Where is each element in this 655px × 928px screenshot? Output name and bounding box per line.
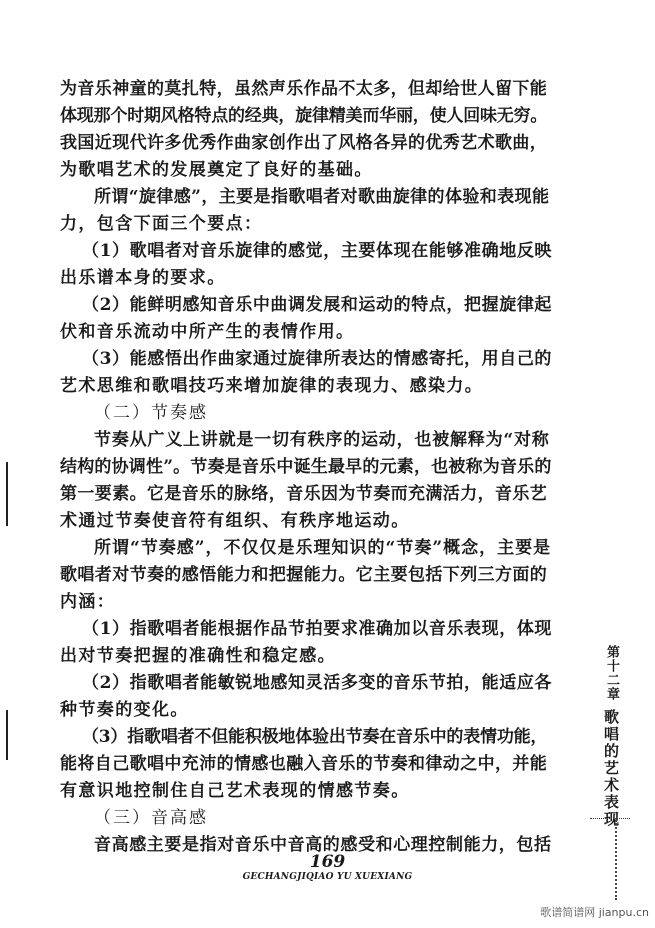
body-line: 体现那个时期风格特点的经典，旋律精美而华丽，使人回味无穷。 (60, 106, 548, 126)
body-line: 出乐谱本身的要求。 (60, 268, 226, 288)
chapter-number: 第十二章 (604, 645, 619, 701)
body-line: 艺术思维和歌唱技巧来增加旋律的表现力、感染力。 (60, 376, 484, 396)
scan-edge-mark-lower (6, 710, 8, 760)
body-line: 力，包含下面三个要点： (60, 214, 263, 234)
body-line: 出对节奏把握的准确性和稳定感。 (60, 646, 336, 666)
body-line: 术通过节奏使音符有组织、有秩序地运动。 (60, 511, 410, 531)
body-line: 节奏从广义上讲就是一切有秩序的运动，也被解释为“对称 (94, 430, 550, 450)
section-heading: （二）节奏感 (94, 403, 208, 423)
body-line: （1）指歌唱者能根据作品节拍要求准确加以音乐表现，体现 (82, 619, 553, 639)
body-line: 我国近现代许多优秀作曲家创作出了风格各异的优秀艺术歌曲， (60, 133, 548, 153)
body-line: 有意识地控制住自己艺术表现的情感节奏。 (60, 781, 410, 801)
body-line: 内涵： (60, 592, 116, 612)
body-line: （2）指歌唱者能敏锐地感知灵活多变的音乐节拍，能适应各 (82, 673, 553, 693)
body-line: 所谓“节奏感”，不仅仅是乐理知识的“节奏”概念，主要是 (94, 538, 552, 558)
page-number: 169 (309, 852, 346, 872)
body-line: 伏和音乐流动中所产生的表情作用。 (60, 322, 355, 342)
body-line: （3）能感悟出作曲家通过旋律所表达的情感寄托，用自己的 (82, 349, 553, 369)
section-heading: （三）音高感 (94, 808, 208, 828)
body-line: 歌唱者对节奏的感悟能力和把握能力。它主要包括下列三方面的 (60, 565, 548, 585)
body-line: 能将自己歌唱中充沛的情感也融入音乐的节奏和律动之中，并能 (60, 754, 548, 774)
chapter-title: 歌唱的艺术表现 (602, 709, 620, 828)
site-watermark: 歌谱简谱网 jianpu.cn (540, 906, 649, 919)
body-line: 第一要素。它是音乐的脉络，音乐因为节奏而充满活力，音乐艺 (60, 484, 548, 504)
running-footer: GECHANGJIQIAO YU XUEXIANG (242, 872, 413, 882)
body-line: 所谓“旋律感”，主要是指歌唱者对歌曲旋律的体验和表现能 (94, 187, 550, 207)
body-line: 为音乐神童的莫扎特，虽然声乐作品不太多，但却给世人留下能 (60, 79, 548, 99)
body-line: （1）歌唱者对音乐旋律的感觉，主要体现在能够准确地反映 (82, 241, 553, 261)
body-line: （3）指歌唱者不但能积极地体验出节奏在音乐中的表情功能， (82, 727, 548, 747)
body-line: 音高感主要是指对音乐中音高的感受和心理控制能力，包括 (94, 835, 552, 855)
scan-edge-mark (6, 462, 8, 526)
body-text (60, 76, 552, 859)
side-tab-rule (590, 818, 630, 819)
body-line: 为歌唱艺术的发展奠定了良好的基础。 (60, 160, 373, 180)
body-line: （2）能鲜明感知音乐中曲调发展和运动的特点，把握旋律起 (82, 295, 553, 315)
body-line: 种节奏的变化。 (60, 700, 189, 720)
body-line: 结构的协调性”。节奏是音乐中诞生最早的元素，也被称为音乐的 (60, 457, 552, 477)
chapter-side-tab (596, 645, 626, 828)
